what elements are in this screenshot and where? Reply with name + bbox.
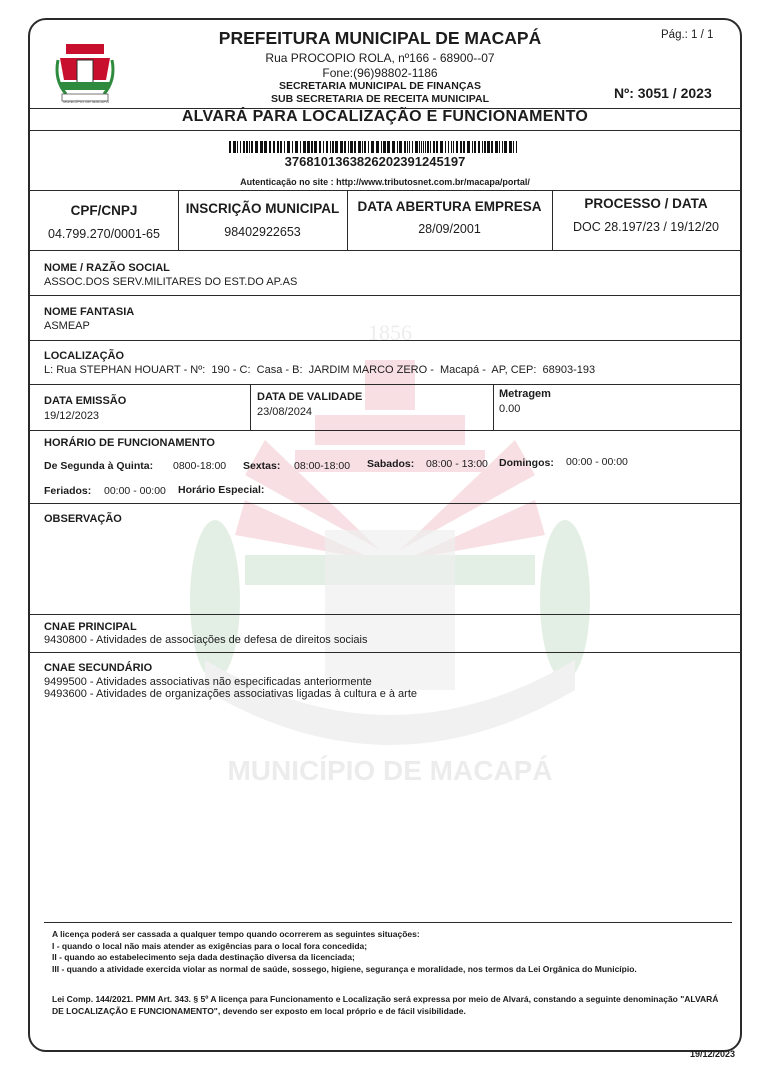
horario-especial-label: Horário Especial: — [178, 484, 265, 496]
watermark-caption: MUNICÍPIO DE MACAPÁ — [227, 755, 553, 786]
barcode-bar — [509, 141, 512, 153]
metragem-value: 0.00 — [499, 403, 521, 415]
feriados-value: 00:00 - 00:00 — [104, 485, 166, 497]
abertura-label: DATA ABERTURA EMPRESA — [357, 199, 542, 214]
barcode-bar — [456, 141, 458, 153]
divider — [30, 130, 740, 131]
sextas-value: 08:00-18:00 — [294, 460, 351, 472]
header-phone: Fone:(96)98802-1186 — [322, 66, 438, 80]
barcode-bar — [404, 141, 406, 153]
barcode-bar — [445, 141, 446, 153]
barcode-bar — [463, 141, 465, 153]
localizacao-value: L: Rua STEPHAN HOUART - Nº: 190 - C: Casa - B: JARDIM MARCO ZERO - Macapá - AP, CEP: 68903-193 — [44, 364, 596, 376]
barcode-bar — [280, 141, 282, 153]
divider — [30, 384, 740, 385]
divider — [30, 250, 740, 251]
barcode-bar — [303, 141, 306, 153]
divider — [44, 922, 732, 923]
feriados-label: Feriados: — [44, 485, 92, 497]
document-title: ALVARÁ PARA LOCALIZAÇÃO E FUNCIONAMENTO — [181, 108, 589, 125]
barcode-bar — [460, 141, 462, 153]
barcode-bar — [516, 141, 517, 153]
municipal-seal-icon — [52, 40, 118, 106]
barcode-bar — [407, 141, 408, 153]
barcode-bar — [484, 141, 486, 153]
barcode-bar — [368, 141, 369, 153]
footer-line: A licença poderá ser cassada a qualquer tempo quando ocorrerem as seguintes situações: — [52, 929, 420, 939]
emissao-value: 19/12/2023 — [44, 410, 100, 422]
barcode-bar — [513, 141, 514, 153]
segunda-quinta-value: 0800-18:00 — [173, 460, 227, 472]
barcode-bar — [472, 141, 473, 153]
barcode-bar — [427, 141, 429, 153]
barcode-bar — [453, 141, 454, 153]
observacao-label: OBSERVAÇÃO — [44, 513, 122, 525]
document-frame — [28, 18, 742, 1052]
footer-line: III - quando a atividade exercida violar as normal de saúde, sossego, higiene, segurança e moralidade, nos termos da Lei Orgânica do Município. — [52, 963, 637, 974]
barcode-bar — [419, 141, 420, 153]
footer-line: I - quando o local não mais atender as exigências para o local fora concedida; — [52, 940, 368, 951]
barcode-bar — [409, 141, 410, 153]
footer-conditions — [52, 929, 732, 975]
barcode-bar — [504, 141, 507, 153]
barcode-bar — [255, 141, 258, 153]
fantasia-value: ASMEAP — [44, 320, 90, 332]
page-number: Pág.: 1 / 1 — [661, 29, 714, 41]
barcode-bar — [467, 141, 470, 153]
barcode-bar — [440, 141, 443, 153]
barcode-bar — [482, 141, 483, 153]
barcode-bar — [421, 141, 422, 153]
authentication-barcode — [229, 140, 517, 152]
barcode-bar — [323, 141, 324, 153]
barcode-bar — [314, 141, 317, 153]
cnae-principal-label: CNAE PRINCIPAL — [44, 621, 137, 633]
footer-law: Lei Comp. 144/2021. PMM Art. 343. § 5º A licença para Funcionamento e Localização será expressa por meio de Alvará, constando a seguinte denominação "ALVARÁ DE LOCALIZAÇÃO E FUNCIONAMENTO", devendo ser exposto em local próprio e de fácil visibilidade. — [52, 994, 719, 1016]
barcode-bar — [383, 141, 386, 153]
nome-label: NOME / RAZÃO SOCIAL — [44, 262, 170, 274]
barcode-bar — [277, 141, 279, 153]
divider — [30, 340, 740, 341]
barcode-bar — [412, 141, 413, 153]
barcode-bars — [229, 141, 517, 153]
sabados-value: 08:00 - 13:00 — [426, 458, 488, 470]
cpf-value: 04.799.270/0001-65 — [48, 227, 160, 241]
barcode-bar — [495, 141, 498, 153]
processo-label: PROCESSO / DATA — [584, 196, 708, 211]
header-address: Rua PROCOPIO ROLA, nº166 - 68900--07 — [265, 51, 495, 65]
divider — [178, 190, 179, 250]
header-sub-secretaria: SUB SECRETARIA DE RECEITA MUNICIPAL — [271, 93, 489, 105]
barcode-number: 3768101363826202391245197 — [284, 154, 466, 169]
barcode-bar — [423, 141, 424, 153]
header-secretaria: SECRETARIA MUNICIPAL DE FINANÇAS — [278, 80, 482, 92]
header-title: PREFEITURA MUNICIPAL DE MACAPÁ — [218, 28, 542, 48]
fantasia-label: NOME FANTASIA — [44, 306, 135, 318]
localizacao-label: LOCALIZAÇÃO — [44, 350, 125, 362]
segunda-quinta-label: De Segunda à Quinta: — [44, 460, 154, 472]
alvara-number: Nº: 3051 / 2023 — [614, 85, 712, 101]
cnae-secundario-item: 9493600 - Atividades de organizações associativas ligadas à cultura e à arte — [44, 688, 418, 700]
barcode-bar — [319, 141, 321, 153]
barcode-bar — [397, 141, 398, 153]
divider — [30, 503, 740, 504]
footer-line: II - quando ao estabelecimento seja dada destinação diversa da licenciada; — [52, 952, 355, 962]
barcode-bar — [264, 141, 267, 153]
barcode-bar — [284, 141, 285, 153]
barcode-bar — [451, 141, 452, 153]
barcode-bar — [307, 141, 310, 153]
barcode-bar — [311, 141, 313, 153]
divider — [30, 190, 740, 191]
barcode-bar — [491, 141, 493, 153]
barcode-bar — [292, 141, 293, 153]
barcode-bar — [415, 141, 418, 153]
barcode-bar — [362, 141, 363, 153]
cpf-label: CPF/CNPJ — [70, 203, 138, 218]
sextas-label: Sextas: — [243, 460, 281, 472]
barcode-bar — [251, 141, 253, 153]
cnae-secundario-item: 9499500 - Atividades associativas não especificadas anteriormente — [44, 676, 372, 688]
barcode-bar — [260, 141, 263, 153]
barcode-bar — [364, 141, 366, 153]
barcode-bar — [371, 141, 374, 153]
barcode-bar — [330, 141, 331, 153]
divider — [30, 652, 740, 653]
watermark-year: 1856 — [368, 320, 412, 345]
barcode-bar — [243, 141, 245, 153]
barcode-bar — [381, 141, 382, 153]
barcode-bar — [425, 141, 426, 153]
divider — [30, 430, 740, 431]
barcode-bar — [273, 141, 275, 153]
barcode-bar — [358, 141, 361, 153]
barcode-bar — [376, 141, 379, 153]
barcode-bar — [487, 141, 490, 153]
divider — [30, 614, 740, 615]
barcode-bar — [233, 141, 236, 153]
barcode-bar — [348, 141, 349, 153]
sabados-label: Sabados: — [367, 458, 415, 470]
barcode-bar — [240, 141, 241, 153]
horario-label: HORÁRIO DE FUNCIONAMENTO — [44, 437, 215, 449]
processo-value: DOC 28.197/23 / 19/12/20 — [573, 220, 719, 234]
barcode-bar — [392, 141, 395, 153]
barcode-bar — [433, 141, 435, 153]
divider — [493, 384, 494, 430]
metragem-label: Metragem — [499, 388, 551, 400]
barcode-bar — [430, 141, 431, 153]
validade-label: DATA DE VALIDADE — [257, 391, 363, 403]
barcode-bar — [399, 141, 402, 153]
barcode-bar — [326, 141, 328, 153]
barcode-bar — [502, 141, 503, 153]
footer-date: 19/12/2023 — [690, 1049, 736, 1059]
barcode-bar — [344, 141, 346, 153]
domingos-label: Domingos: — [499, 457, 554, 469]
barcode-bar — [300, 141, 301, 153]
barcode-bar — [436, 141, 438, 153]
barcode-bar — [350, 141, 353, 153]
barcode-bar — [499, 141, 500, 153]
emissao-label: DATA EMISSÃO — [44, 395, 127, 407]
barcode-bar — [354, 141, 356, 153]
divider — [30, 295, 740, 296]
barcode-bar — [249, 141, 250, 153]
validade-value: 23/08/2024 — [257, 406, 313, 418]
barcode-bar — [332, 141, 334, 153]
barcode-bar — [269, 141, 271, 153]
seal-caption: MUNICÍPIO DE MACAPÁ — [63, 99, 109, 104]
cnae-principal-value: 9430800 - Atividades de associações de defesa de direitos sociais — [44, 634, 368, 646]
inscricao-label: INSCRIÇÃO MUNICIPAL — [185, 201, 340, 216]
barcode-bar — [287, 141, 290, 153]
barcode-bar — [478, 141, 480, 153]
nome-value: ASSOC.DOS SERV.MILITARES DO EST.DO AP.AS — [44, 276, 298, 288]
divider — [250, 384, 251, 430]
barcode-bar — [229, 141, 231, 153]
cnae-secundario-label: CNAE SECUNDÁRIO — [44, 662, 153, 674]
domingos-value: 00:00 - 00:00 — [566, 456, 628, 468]
barcode-bar — [335, 141, 338, 153]
abertura-value: 28/09/2001 — [418, 222, 481, 236]
barcode-bar — [387, 141, 390, 153]
barcode-bar — [237, 141, 238, 153]
barcode-bar — [474, 141, 476, 153]
barcode-bar — [246, 141, 248, 153]
authentication-site: Autenticação no site : http://www.tributosnet.com.br/macapa/portal/ — [240, 177, 530, 187]
inscricao-value: 98402922653 — [224, 225, 301, 239]
barcode-bar — [448, 141, 449, 153]
barcode-bar — [295, 141, 298, 153]
barcode-bar — [340, 141, 343, 153]
